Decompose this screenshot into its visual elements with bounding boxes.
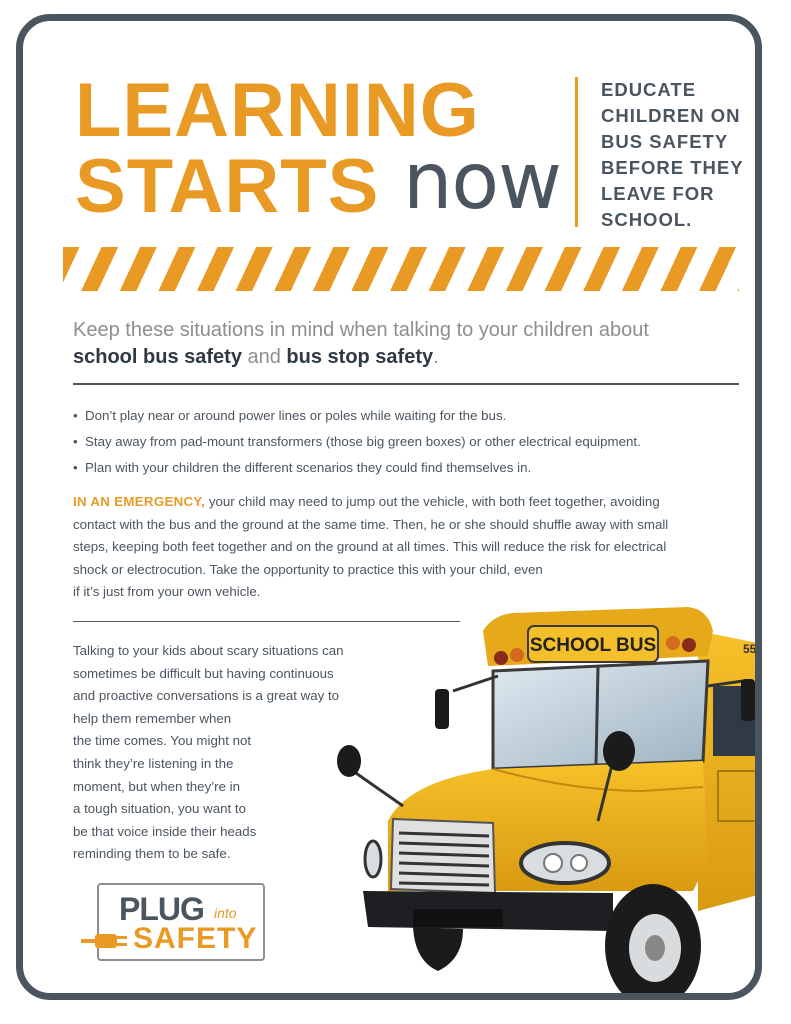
header-divider	[575, 77, 578, 227]
electric-plug-icon	[81, 931, 131, 951]
header-tagline	[601, 77, 762, 233]
talk-line: think they’re listening in the	[73, 755, 234, 771]
list-item: • Plan with your children the different scenarios they could find themselves in.	[73, 455, 753, 481]
talking-paragraph	[73, 640, 344, 866]
tagline-line: BEFORE THEY	[601, 157, 744, 178]
intro-bold-school-bus-safety: school bus safety	[73, 346, 242, 368]
talk-line: a tough situation, you want to	[73, 801, 246, 817]
logo-into-text: into	[214, 905, 237, 921]
logo-safety-text: SAFETY	[133, 922, 258, 955]
logo-plug-text: PLUG	[119, 891, 204, 927]
plug-into-safety-logo	[97, 883, 265, 961]
emergency-lead: IN AN EMERGENCY,	[73, 494, 206, 509]
emergency-text: your child may need to jump out the vehicle, with both feet together, avoiding	[205, 494, 660, 509]
emergency-text: if it’s just from your own vehicle.	[73, 584, 261, 600]
list-item: • Stay away from pad-mount transformers (those big green boxes) or other electrical equipment.	[73, 429, 753, 455]
talk-line: be that voice inside their heads	[73, 823, 257, 839]
emergency-text: contact with the bus and the ground at the same time. Then, he or she should shuffle away with small	[73, 516, 669, 532]
talk-line: and proactive conversations is a great way to	[73, 688, 340, 704]
tagline-line: EDUCATE	[601, 79, 697, 100]
intro-paragraph	[73, 317, 753, 371]
list-item: • Don’t play near or around power lines or poles while waiting for the bus.	[73, 403, 753, 429]
intro-bold-bus-stop-safety: bus stop safety	[286, 346, 434, 368]
bus-number: 55	[743, 642, 757, 656]
page-frame	[16, 14, 762, 1000]
headline-starts: STARTS	[75, 144, 380, 229]
intro-conjunction: and	[241, 346, 287, 368]
intro-text: Keep these situations in mind when talking to your children about	[73, 319, 649, 341]
tagline-line: CHILDREN ON	[601, 105, 741, 126]
tagline-line: BUS SAFETY	[601, 131, 729, 152]
talk-line: sometimes be difficult but having continuous	[73, 665, 334, 681]
talk-line: Talking to your kids about scary situations can	[73, 643, 344, 658]
emergency-text: steps, keeping both feet together and on the ground at all times. This will reduce the risk for electrical	[73, 539, 667, 555]
tagline-line: LEAVE FOR	[601, 183, 715, 204]
divider-line	[73, 383, 739, 385]
bus-sign-text: SCHOOL BUS	[529, 635, 657, 656]
emergency-text: shock or electrocution. Take the opportunity to practice this with your child, even	[73, 561, 543, 577]
emergency-paragraph	[73, 491, 748, 604]
headline-learning: LEARNING	[75, 68, 480, 153]
talk-line: reminding them to be safe.	[73, 846, 231, 862]
safety-tips-list	[73, 403, 753, 481]
hazard-stripes	[63, 247, 739, 291]
school-bus-illustration	[313, 591, 762, 1000]
talk-line: moment, but when they’re in	[73, 778, 241, 794]
headline-now: now	[403, 137, 561, 227]
talk-line: the time comes. You might not	[73, 733, 252, 749]
tagline-line: SCHOOL.	[601, 209, 693, 230]
talk-line: help them remember when	[73, 710, 232, 726]
intro-period: .	[433, 346, 439, 368]
